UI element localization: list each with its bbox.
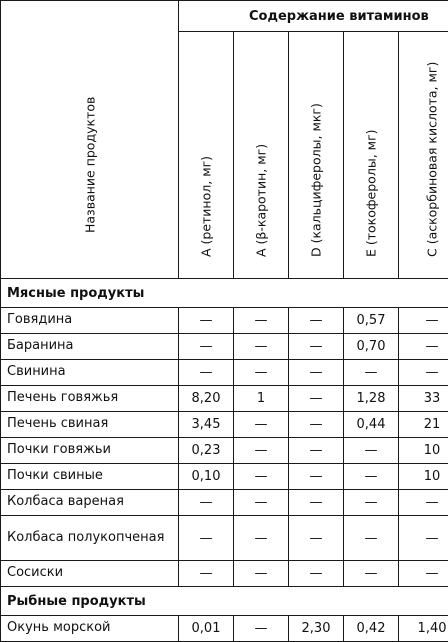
value-cell: — — [399, 308, 448, 334]
value-cell: — — [179, 490, 234, 516]
value-cell: — — [289, 360, 344, 386]
value-cell: — — [179, 334, 234, 360]
value-cell: — — [289, 386, 344, 412]
value-cell: — — [289, 464, 344, 490]
value-cell: — — [399, 561, 448, 587]
value-cell: 0,01 — [179, 616, 234, 642]
table-row — [1, 561, 448, 587]
vitamin-a-retinol-header — [179, 32, 234, 279]
value-cell: 10 — [399, 438, 448, 464]
table-row — [1, 516, 448, 561]
value-cell: — — [179, 516, 234, 561]
product-name: Говядина — [1, 308, 179, 334]
value-cell: — — [289, 334, 344, 360]
value-cell: — — [179, 561, 234, 587]
vitamin-content-header: Содержание витаминов — [179, 1, 448, 32]
value-cell: — — [289, 308, 344, 334]
table-row — [1, 308, 448, 334]
value-cell: — — [289, 490, 344, 516]
table-row — [1, 616, 448, 642]
value-cell: — — [234, 516, 289, 561]
table-row — [1, 490, 448, 516]
table-row — [1, 438, 448, 464]
value-cell: — — [344, 490, 399, 516]
value-cell: 21 — [399, 412, 448, 438]
value-cell: — — [399, 490, 448, 516]
value-cell: — — [344, 360, 399, 386]
section-header-meat — [1, 279, 448, 308]
value-cell: 0,70 — [344, 334, 399, 360]
value-cell: — — [399, 360, 448, 386]
value-cell: 2,30 — [289, 616, 344, 642]
value-cell: — — [234, 360, 289, 386]
value-cell: — — [234, 561, 289, 587]
value-cell: 0,23 — [179, 438, 234, 464]
value-cell: — — [179, 360, 234, 386]
value-cell: 1,28 — [344, 386, 399, 412]
value-cell: 1 — [234, 386, 289, 412]
value-cell: 0,57 — [344, 308, 399, 334]
product-name: Баранина — [1, 334, 179, 360]
product-name-header — [1, 1, 179, 279]
table-row — [1, 464, 448, 490]
value-cell: — — [234, 334, 289, 360]
value-cell: — — [289, 438, 344, 464]
value-cell: — — [289, 412, 344, 438]
table-row — [1, 412, 448, 438]
product-name: Печень говяжья — [1, 386, 179, 412]
vitamin-header-label: А (ретинол, мг) — [198, 155, 214, 257]
value-cell: — — [234, 438, 289, 464]
value-cell: — — [344, 561, 399, 587]
value-cell: 10 — [399, 464, 448, 490]
product-name-header-label: Название продуктов — [82, 96, 97, 233]
value-cell: 0,42 — [344, 616, 399, 642]
product-name: Колбаса вареная — [1, 490, 179, 516]
product-name: Печень свиная — [1, 412, 179, 438]
value-cell: — — [234, 490, 289, 516]
table-row — [1, 386, 448, 412]
value-cell: — — [399, 334, 448, 360]
product-name: Свинина — [1, 360, 179, 386]
value-cell: — — [289, 561, 344, 587]
value-cell: — — [234, 308, 289, 334]
vitamin-d-header — [289, 32, 344, 279]
value-cell: — — [344, 516, 399, 561]
value-cell: 0,44 — [344, 412, 399, 438]
value-cell: — — [234, 616, 289, 642]
value-cell: — — [234, 464, 289, 490]
value-cell: 3,45 — [179, 412, 234, 438]
value-cell: — — [344, 438, 399, 464]
value-cell: — — [179, 308, 234, 334]
vitamin-header-label: Е (токоферолы, мг) — [363, 129, 379, 257]
section-title: Рыбные продукты — [1, 587, 448, 616]
table-row — [1, 334, 448, 360]
value-cell: — — [234, 412, 289, 438]
vitamin-header-label: С (аскорбиновая кислота, мг) — [424, 61, 440, 257]
value-cell: 1,40 — [399, 616, 448, 642]
product-name: Окунь морской — [1, 616, 179, 642]
vitamin-c-header — [399, 32, 448, 279]
table-row — [1, 360, 448, 386]
vitamin-header-label: D (кальциферолы, мкг) — [308, 103, 324, 257]
vitamin-a-carotene-header — [234, 32, 289, 279]
value-cell: 8,20 — [179, 386, 234, 412]
product-name: Почки свиные — [1, 464, 179, 490]
value-cell: — — [344, 464, 399, 490]
product-name: Почки говяжьи — [1, 438, 179, 464]
section-header-fish — [1, 587, 448, 616]
vitamin-header-label: А (β-каротин, мг) — [253, 143, 269, 257]
value-cell: — — [289, 516, 344, 561]
product-name: Сосиски — [1, 561, 179, 587]
product-name: Колбаса полукопченая — [1, 516, 179, 561]
value-cell: — — [399, 516, 448, 561]
section-title: Мясные продукты — [1, 279, 448, 308]
value-cell: 33 — [399, 386, 448, 412]
value-cell: 0,10 — [179, 464, 234, 490]
vitamin-e-header — [344, 32, 399, 279]
